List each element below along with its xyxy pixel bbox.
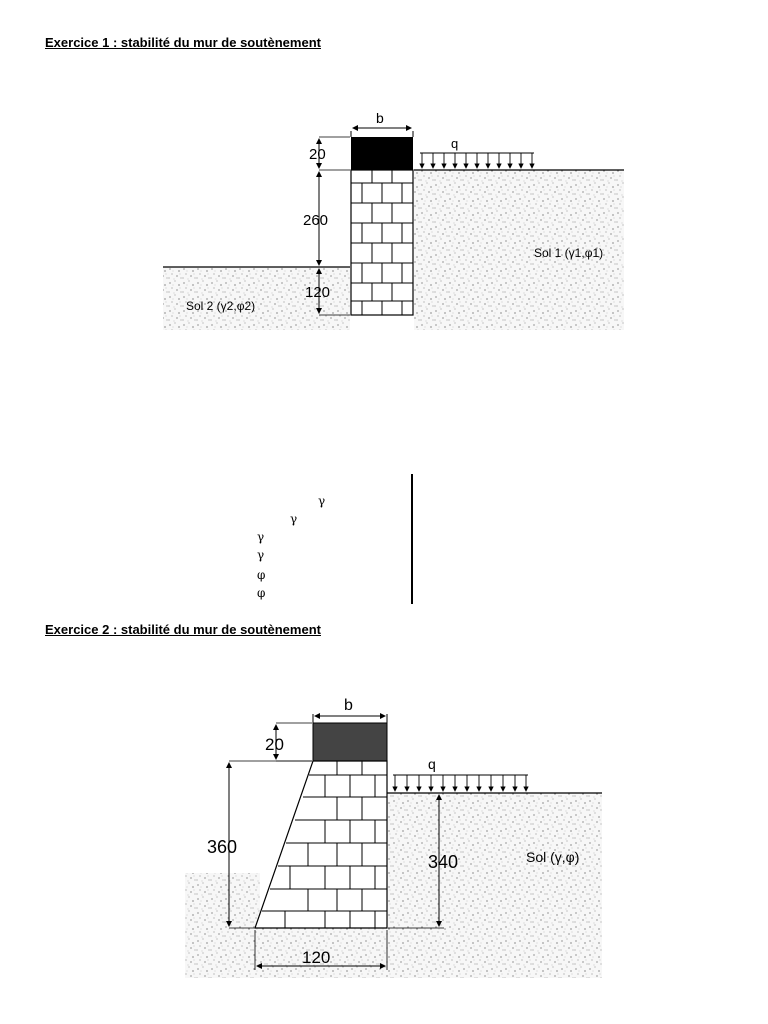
exercise2-title: Exercice 2 : stabilité du mur de soutènement bbox=[45, 622, 321, 637]
ex2-base-width-label: 120 bbox=[302, 948, 331, 967]
ex2-wall-body bbox=[255, 761, 387, 928]
exercise1-diagram bbox=[163, 110, 624, 330]
ex1-soil2-label: Sol 2 (γ2,φ2) bbox=[186, 299, 256, 313]
symbol-phi: φ bbox=[257, 586, 266, 600]
ex2-soil-label: Sol (γ,φ) bbox=[526, 849, 580, 865]
symbol-gamma: γ bbox=[318, 494, 326, 508]
ex2-width-label: b bbox=[344, 697, 353, 714]
symbol-gamma: γ bbox=[257, 530, 265, 544]
ex1-surcharge-arrows bbox=[422, 153, 532, 168]
exercise1-title: Exercice 1 : stabilité du mur de soutènement bbox=[45, 35, 321, 50]
ex1-embed-depth-label: 120 bbox=[305, 284, 331, 301]
wall-crown bbox=[351, 137, 413, 170]
symbol-gamma: γ bbox=[290, 512, 298, 526]
soil-right-area bbox=[387, 793, 602, 978]
ex1-surcharge-label: q bbox=[451, 136, 459, 151]
ex1-width-label: b bbox=[376, 110, 384, 126]
ex1-soil1-label: Sol 1 (γ1,φ1) bbox=[534, 246, 604, 260]
vertical-divider bbox=[411, 474, 413, 604]
symbol-phi: φ bbox=[257, 568, 266, 582]
ex2-surcharge-arrows bbox=[395, 775, 526, 791]
ex2-soil-height-label: 340 bbox=[428, 852, 459, 872]
ex2-wall-height-label: 360 bbox=[207, 837, 238, 857]
exercise2-diagram bbox=[185, 697, 602, 978]
ex1-retained-height-label: 260 bbox=[303, 212, 329, 229]
ex2-surcharge-label: q bbox=[428, 756, 436, 772]
ex1-crown-height-label: 20 bbox=[309, 146, 326, 163]
symbol-gamma: γ bbox=[257, 548, 265, 562]
ex2-crown-height-label: 20 bbox=[265, 735, 284, 754]
ex2-wall-crown bbox=[313, 723, 387, 761]
